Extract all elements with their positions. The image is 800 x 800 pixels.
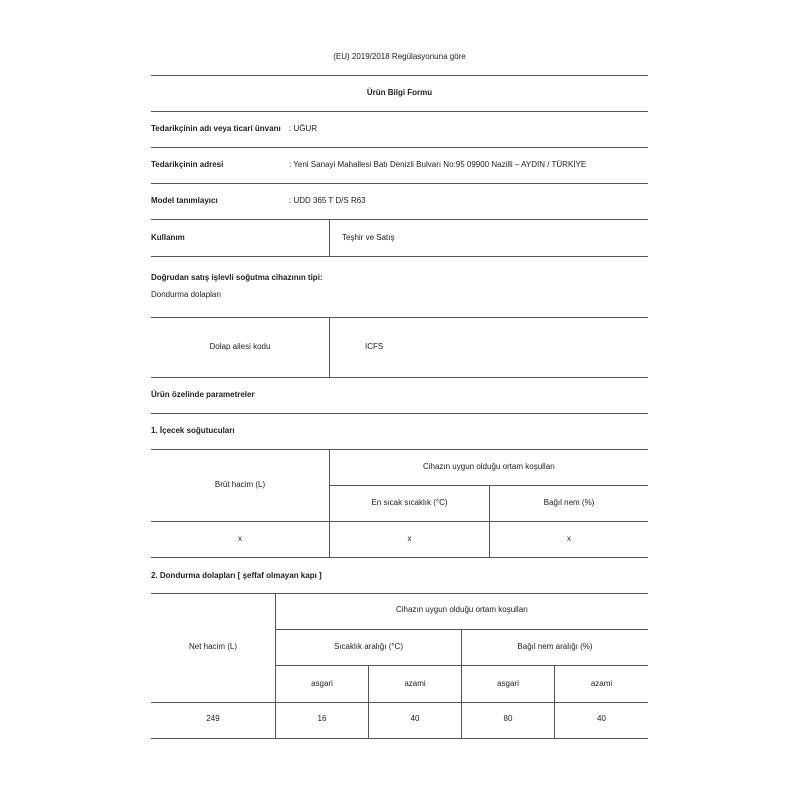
temp-min-header: asgari (311, 679, 333, 688)
regulation-header: (EU) 2019/2018 Regülasyonuna göre (333, 52, 466, 61)
humidity-max-header: azami (590, 679, 613, 688)
divider (151, 219, 648, 220)
hottest-temp-header: En sıcak sıcaklık (°C) (371, 498, 448, 507)
temp-min-value: 16 (317, 714, 327, 723)
temp-max-header: azami (404, 679, 426, 688)
beverage-ambient-header: Cihazın uygun olduğu ortam koşulları (422, 462, 556, 471)
column-divider (329, 317, 330, 377)
icecream-heading: 2. Dondurma dolapları [ şeffaf olmayan kapı ] (151, 571, 322, 580)
divider (151, 183, 648, 184)
usage-label: Kullanım (151, 233, 185, 242)
beverage-heading: 1. İçecek soğutucuları (151, 426, 235, 435)
device-type-value: Dondurma dolapları (151, 290, 222, 299)
divider (151, 317, 648, 318)
family-code-label: Dolap ailesi kodu (209, 342, 271, 351)
humidity-header: Bağıl nem (%) (543, 498, 595, 507)
params-heading: Ürün özelinde parametreler (151, 390, 255, 399)
humidity-value: x (567, 534, 571, 543)
table-line (276, 665, 648, 666)
table-line (276, 629, 648, 630)
humidity-max-value: 40 (597, 714, 606, 723)
table-border (151, 738, 648, 739)
net-volume-value: 249 (206, 714, 220, 723)
family-code-value: ICFS (365, 342, 384, 351)
hottest-temp-value: x (407, 534, 412, 543)
table-border (151, 557, 648, 558)
usage-value: Teşhir ve Satış (342, 233, 395, 242)
humidity-min-value: 80 (503, 714, 513, 723)
icecream-ambient-header: Cihazın uygun olduğu ortam koşulları (395, 605, 529, 614)
model-label: Model tanımlayıcı (151, 196, 218, 205)
supplier-name-value: : UĞUR (289, 124, 317, 133)
temp-max-value: 40 (410, 714, 420, 723)
supplier-name-label: Tedarikçinin adı veya ticari ünvanı (151, 124, 281, 133)
temp-range-header: Sıcaklık aralığı (°C) (334, 642, 403, 651)
table-line (151, 521, 648, 522)
form-title: Ürün Bilgi Formu (366, 88, 433, 97)
table-border (151, 449, 648, 450)
divider (151, 413, 648, 414)
divider (151, 75, 648, 76)
divider (151, 147, 648, 148)
gross-volume-header: Brüt hacim (L) (214, 480, 266, 489)
humidity-range-header: Bağıl nem aralığı (%) (517, 642, 593, 651)
gross-volume-value: x (238, 534, 242, 543)
supplier-address-value: : Yeni Sanayi Mahallesi Batı Denizli Bulvarı No:95 09900 Nazilli – AYDIN / TÜRKİYE (289, 160, 587, 169)
table-border (151, 593, 648, 594)
table-line (151, 702, 648, 703)
humidity-min-header: asgari (497, 679, 519, 688)
supplier-address-label: Tedarikçinin adresi (151, 160, 224, 169)
divider (151, 377, 648, 378)
column-divider (329, 219, 330, 256)
net-volume-header: Net hacim (L) (188, 642, 237, 651)
divider (151, 256, 648, 257)
divider (151, 111, 648, 112)
device-type-label: Doğrudan satış işlevli soğutma cihazının tipi: (151, 273, 323, 282)
model-value: : UDD 365 T D/S R63 (289, 196, 366, 205)
